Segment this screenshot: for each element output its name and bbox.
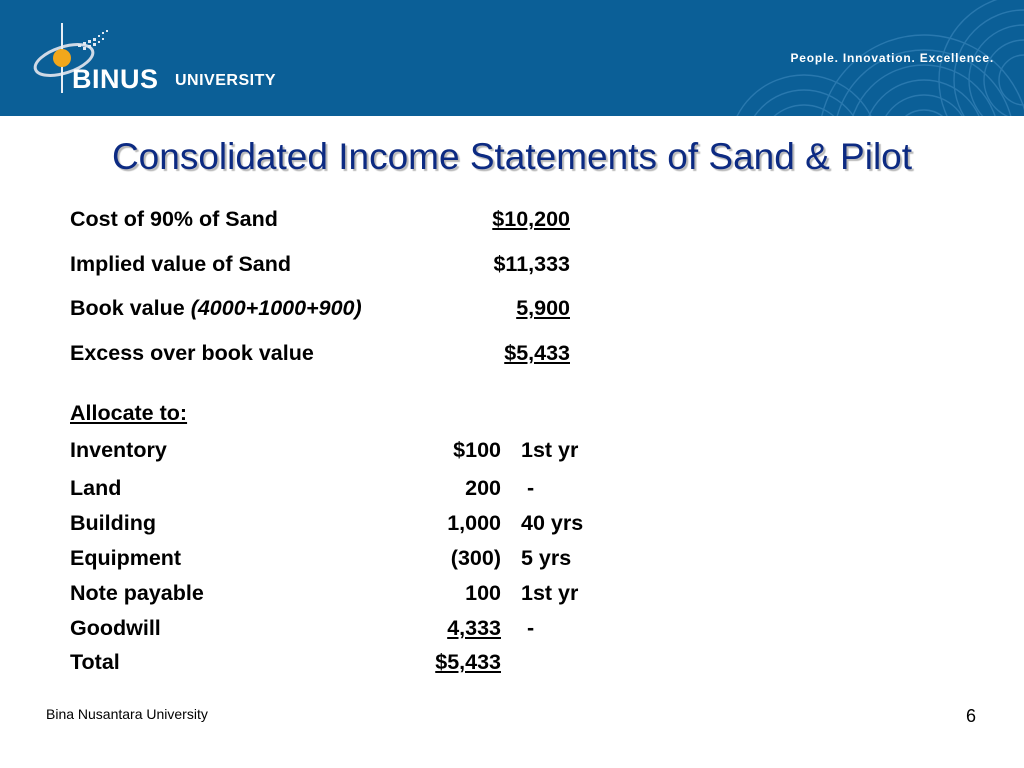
row-value: 100 xyxy=(465,581,501,605)
row-value: $5,433 xyxy=(504,341,570,365)
row-note: - xyxy=(521,476,535,500)
row-label: Land xyxy=(70,476,122,500)
footer-institution: Bina Nusantara University xyxy=(46,706,208,722)
slide-title: Consolidated Income Statements of Sand & Pilot xyxy=(111,136,913,177)
row-value: 4,333 xyxy=(447,616,501,640)
row-note: 1st yr xyxy=(521,581,579,605)
row-label-formula: (4000+1000+900) xyxy=(190,296,362,320)
row-label: Inventory xyxy=(70,438,167,462)
row-value: 200 xyxy=(465,476,501,500)
row-label: Total xyxy=(70,650,120,674)
page-number: 6 xyxy=(965,706,976,726)
row-label: Note payable xyxy=(70,581,204,605)
row-label: Goodwill xyxy=(70,616,161,640)
row-label: Implied value of Sand xyxy=(70,252,292,276)
row-value: $11,333 xyxy=(493,252,570,276)
binus-logo-graphic xyxy=(26,18,306,108)
logo-subtitle: UNIVERSITY xyxy=(175,72,277,89)
row-value: 5,900 xyxy=(516,296,570,320)
row-note: 1st yr xyxy=(521,438,579,462)
row-value: (300) xyxy=(450,546,501,570)
row-label: Building xyxy=(70,511,156,535)
logo-wordmark: BINUS xyxy=(72,64,159,94)
row-note: 5 yrs xyxy=(521,546,572,570)
row-label: Book value (4000+1000+900) xyxy=(70,296,362,320)
row-note: 40 yrs xyxy=(521,511,584,535)
row-value: $5,433 xyxy=(435,650,501,674)
row-note: - xyxy=(521,616,535,640)
row-label: Excess over book value xyxy=(70,341,314,365)
row-value: 1,000 xyxy=(447,511,501,535)
row-label: Equipment xyxy=(70,546,182,570)
row-value: $100 xyxy=(453,438,501,462)
tagline: People. Innovation. Excellence. xyxy=(790,51,994,65)
row-label: Cost of 90% of Sand xyxy=(70,207,278,231)
row-value: $10,200 xyxy=(492,207,570,231)
header-banner xyxy=(0,0,1024,116)
